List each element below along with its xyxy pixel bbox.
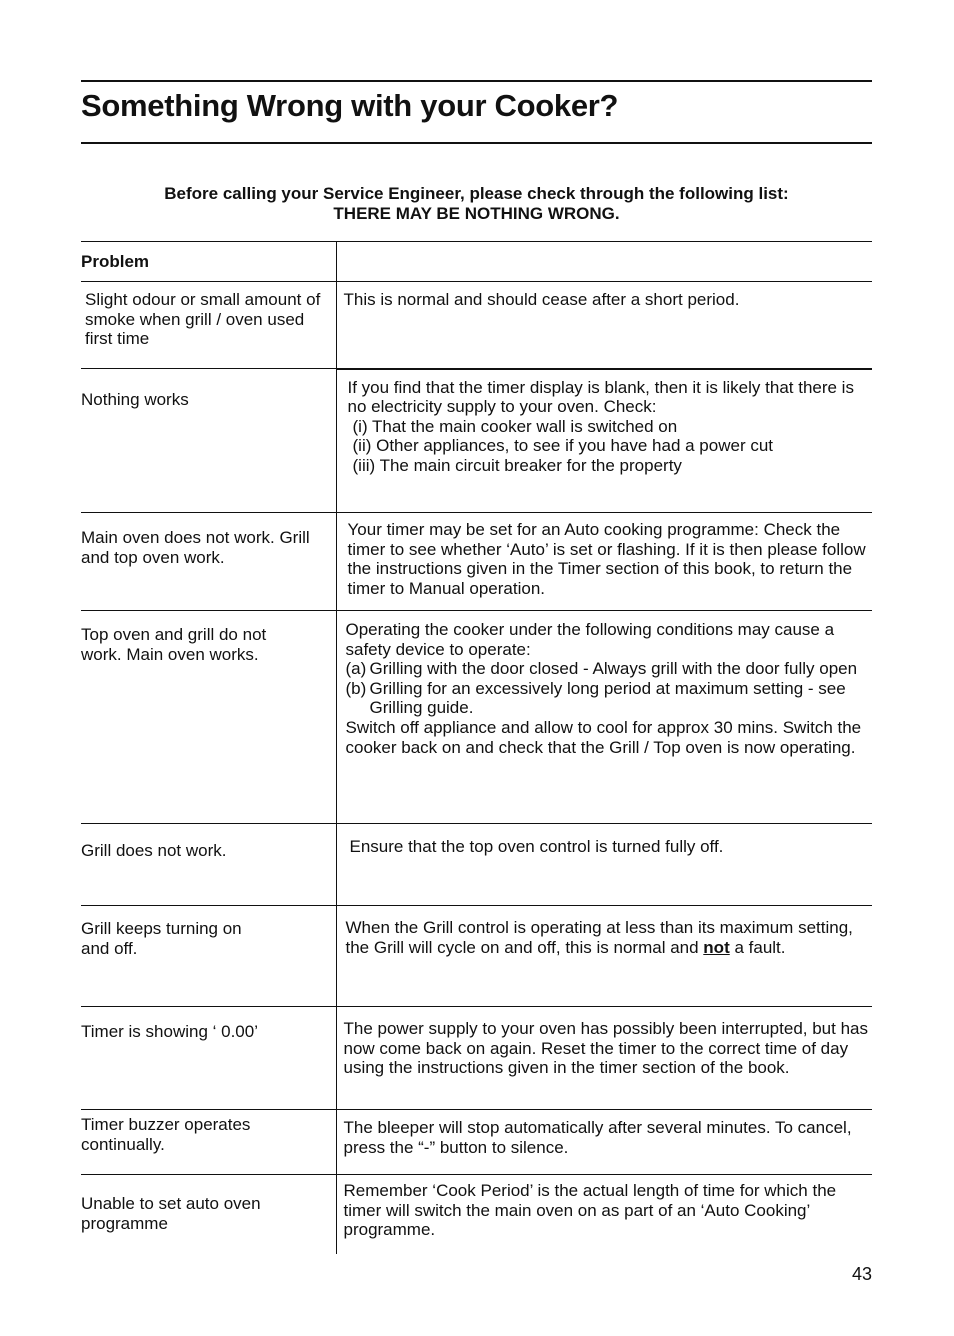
solution-list-item: (iii) The main circuit breaker for the property <box>352 455 682 475</box>
problem-text: Timer is showing ‘ 0.00’ <box>81 1022 258 1041</box>
solution-list-item <box>346 679 869 718</box>
problem-text: Main oven does not work. Grill and top oven work. <box>81 528 310 567</box>
solution-text: If you find that the timer display is blank, then it is likely that there is no electricity supply to your oven. Check: <box>347 377 854 417</box>
solution-list-item: (ii) Other appliances, to see if you have had a power cut <box>352 436 774 456</box>
solution-text: The power supply to your oven has possibly been interrupted, but has now come back on again. Reset the timer to the correct time of day using the instructions given in the timer section of the book. <box>343 1019 868 1078</box>
solution-text: The bleeper will stop automatically after several minutes. To cancel, press the “-” button to silence. <box>343 1118 852 1157</box>
table-header-row <box>81 242 872 282</box>
header-solution <box>336 242 872 282</box>
solution-text: Operating the cooker under the following conditions may cause a safety device to operate: <box>345 620 835 659</box>
solution-text: Ensure that the top oven control is turned fully off. <box>349 837 724 856</box>
list-item-text: Grilling for an excessively long period at maximum setting - see Grilling guide. <box>369 678 846 718</box>
solution-text: Switch off appliance and allow to cool for approx 30 mins. Switch the cooker back on and check that the Grill / Top oven is now operating. <box>345 717 862 757</box>
table-row <box>81 1007 872 1110</box>
list-item-label: (b) <box>345 678 367 698</box>
table-row <box>81 1175 872 1254</box>
problem-text: Unable to set auto oven programme <box>81 1194 261 1233</box>
page-number: 43 <box>851 1264 872 1284</box>
troubleshooting-table <box>81 241 872 1254</box>
table-row <box>81 513 872 611</box>
problem-text: Timer buzzer operates continually. <box>81 1115 251 1154</box>
intro-line-1: Before calling your Service Engineer, please check through the following list: <box>164 184 789 203</box>
list-item-label: (a) <box>345 659 367 679</box>
title-rule-bottom <box>81 142 872 144</box>
intro-note <box>81 184 872 224</box>
problem-text: Top oven and grill do not work. Main oven works. <box>81 625 267 664</box>
problem-text: Nothing works <box>81 390 189 409</box>
solution-text: Your timer may be set for an Auto cooking programme: Check the timer to see whether ‘Auto’ is set or flashing. If it is then please follow the instructions given in the Timer section of this book, to return the timer to Manual operation. <box>347 520 866 598</box>
table-row <box>81 1110 872 1175</box>
list-item-text: Grilling with the door closed - Always grill with the door fully open <box>369 659 858 679</box>
solution-text: Remember ‘Cook Period’ is the actual length of time for which the timer will switch the main oven on as part of an ‘Auto Cooking’ programme. <box>343 1181 837 1240</box>
problem-text: Slight odour or small amount of smoke when grill / oven used first time <box>85 290 321 349</box>
page-title: Something Wrong with your Cooker? <box>81 88 619 123</box>
table-row <box>81 824 872 906</box>
solution-emphasis: not <box>703 937 730 957</box>
intro-line-2: THERE MAY BE NOTHING WRONG. <box>333 204 620 223</box>
table-row <box>81 369 872 513</box>
solution-list-item: (i) That the main cooker wall is switched on <box>352 416 678 436</box>
table-row <box>81 282 872 369</box>
solution-text-before: When the Grill control is operating at less than its maximum setting, the Grill will cycle on and off, this is normal and <box>345 918 853 957</box>
title-rule-top <box>81 80 872 82</box>
table-row <box>81 906 872 1007</box>
problem-text: Grill does not work. <box>81 841 227 860</box>
solution-text-after: a fault. <box>729 937 786 957</box>
table-row <box>81 611 872 824</box>
solution-list-item <box>346 659 869 679</box>
problem-text: Grill keeps turning on and off. <box>81 919 242 958</box>
solution-text: This is normal and should cease after a short period. <box>343 290 740 309</box>
header-problem: Problem <box>81 242 336 282</box>
solution-text <box>344 906 869 957</box>
